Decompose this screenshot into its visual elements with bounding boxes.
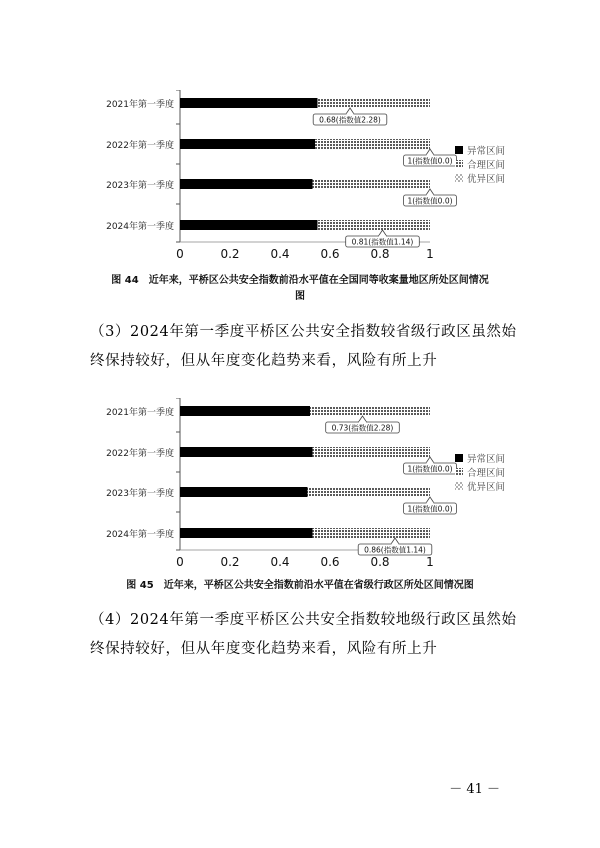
figure-45-caption [60,578,540,594]
fig44-bar-reasonable [318,98,431,108]
fig44-legend-swatch [455,160,463,168]
fig44-bar-abnormal [180,179,313,189]
figure-44-caption-line1: 图 44 近年来，平桥区公共安全指数前沿水平值在全国同等收案量地区所处区间情况 [111,275,489,286]
fig44-category-label: 2024年第一季度 [106,222,174,232]
fig45-x-tick-label: 0 [176,555,184,568]
fig45-legend-label: 优异区间 [467,482,506,493]
figure-44-caption [60,273,540,305]
fig45-x-tick-label: 0.2 [220,555,240,568]
fig45-bar-abnormal [180,528,313,538]
fig44-callout-label: 0.81(指数值1.14) [351,237,414,247]
fig44-legend-label: 优异区间 [467,174,506,185]
fig44-legend-label: 合理区间 [467,160,506,171]
fig45-legend-swatch [455,482,463,490]
paragraph-3 [90,318,520,376]
fig44-x-tick-label: 1 [426,247,434,260]
fig44-callout-label: 1(指数值0.0) [407,196,453,206]
fig44-bar-abnormal [180,139,315,149]
fig45-bar-reasonable [310,406,430,416]
fig45-bar-abnormal [180,406,310,416]
fig44-legend-swatch [455,174,463,182]
fig44-x-tick-label: 0 [176,247,184,260]
fig45-category-label: 2023年第一季度 [106,489,174,499]
paragraph-4-line2: 终保持较好，但从年度变化趋势来看，风险有所上升 [90,641,438,657]
fig45-callout-label: 1(指数值0.0) [407,464,453,474]
fig45-legend-label: 合理区间 [467,468,506,479]
paragraph-3-line1: （3）2024年第一季度平桥区公共安全指数较省级行政区虽然始 [90,324,517,340]
figure-45-chart [0,398,600,568]
figure-45-svg [0,398,600,568]
fig44-category-label: 2023年第一季度 [106,181,174,191]
fig45-bar-reasonable [313,447,431,457]
paragraph-4-line1: （4）2024年第一季度平桥区公共安全指数较地级行政区虽然始 [90,612,517,628]
fig44-legend-label: 异常区间 [467,146,506,157]
fig44-legend-swatch [455,146,463,154]
fig44-callout [404,149,457,166]
fig45-bar-reasonable [308,487,431,497]
fig45-category-label: 2024年第一季度 [106,530,174,540]
fig44-category-label: 2022年第一季度 [106,141,174,151]
fig44-category-label: 2021年第一季度 [106,100,174,110]
fig45-category-label: 2021年第一季度 [106,408,174,418]
fig45-bar-abnormal [180,447,313,457]
fig45-x-tick-label: 1 [426,555,434,568]
fig45-legend-swatch [455,468,463,476]
paragraph-3-line2: 终保持较好，但从年度变化趋势来看，风险有所上升 [90,353,438,369]
fig45-bar-reasonable [313,528,431,538]
figure-45-caption-line1: 图 45 近年来，平桥区公共安全指数前沿水平值在省级行政区所处区间情况图 [126,580,474,591]
page-number: － 41 － [449,782,500,797]
fig45-callout-label: 0.86(指数值1.14) [364,545,426,555]
fig45-category-label: 2022年第一季度 [106,449,174,459]
fig45-legend-swatch [455,454,463,462]
figure-44-svg [0,90,600,260]
fig45-callout-label: 0.73(指数值2.28) [331,423,394,433]
fig45-callout [358,538,432,555]
fig44-bar-reasonable [315,139,430,149]
fig44-callout [313,108,387,125]
fig45-callout-label: 1(指数值0.0) [407,504,453,514]
fig45-callout [326,416,400,433]
fig45-x-tick-label: 0.6 [320,555,340,568]
fig45-bar-abnormal [180,487,308,497]
fig44-callout [346,230,420,247]
fig45-legend-label: 异常区间 [467,454,506,465]
fig44-callout [404,189,457,206]
fig44-callout-label: 1(指数值0.0) [407,156,453,166]
fig44-x-tick-label: 0.8 [370,247,390,260]
fig45-x-tick-label: 0.4 [270,555,290,568]
fig45-callout [404,457,457,474]
fig44-x-tick-label: 0.6 [320,247,340,260]
figure-44-caption-line2: 图 [295,291,305,302]
fig44-bar-reasonable [313,179,431,189]
fig45-x-tick-label: 0.8 [370,555,390,568]
fig44-bar-reasonable [318,220,431,230]
fig44-x-tick-label: 0.4 [270,247,290,260]
fig44-callout-label: 0.68(指数值2.28) [319,115,381,125]
figure-44-chart [0,90,600,260]
fig44-x-tick-label: 0.2 [220,247,240,260]
fig45-callout [404,497,457,514]
fig44-bar-abnormal [180,98,318,108]
fig44-bar-abnormal [180,220,318,230]
paragraph-4 [90,606,520,664]
